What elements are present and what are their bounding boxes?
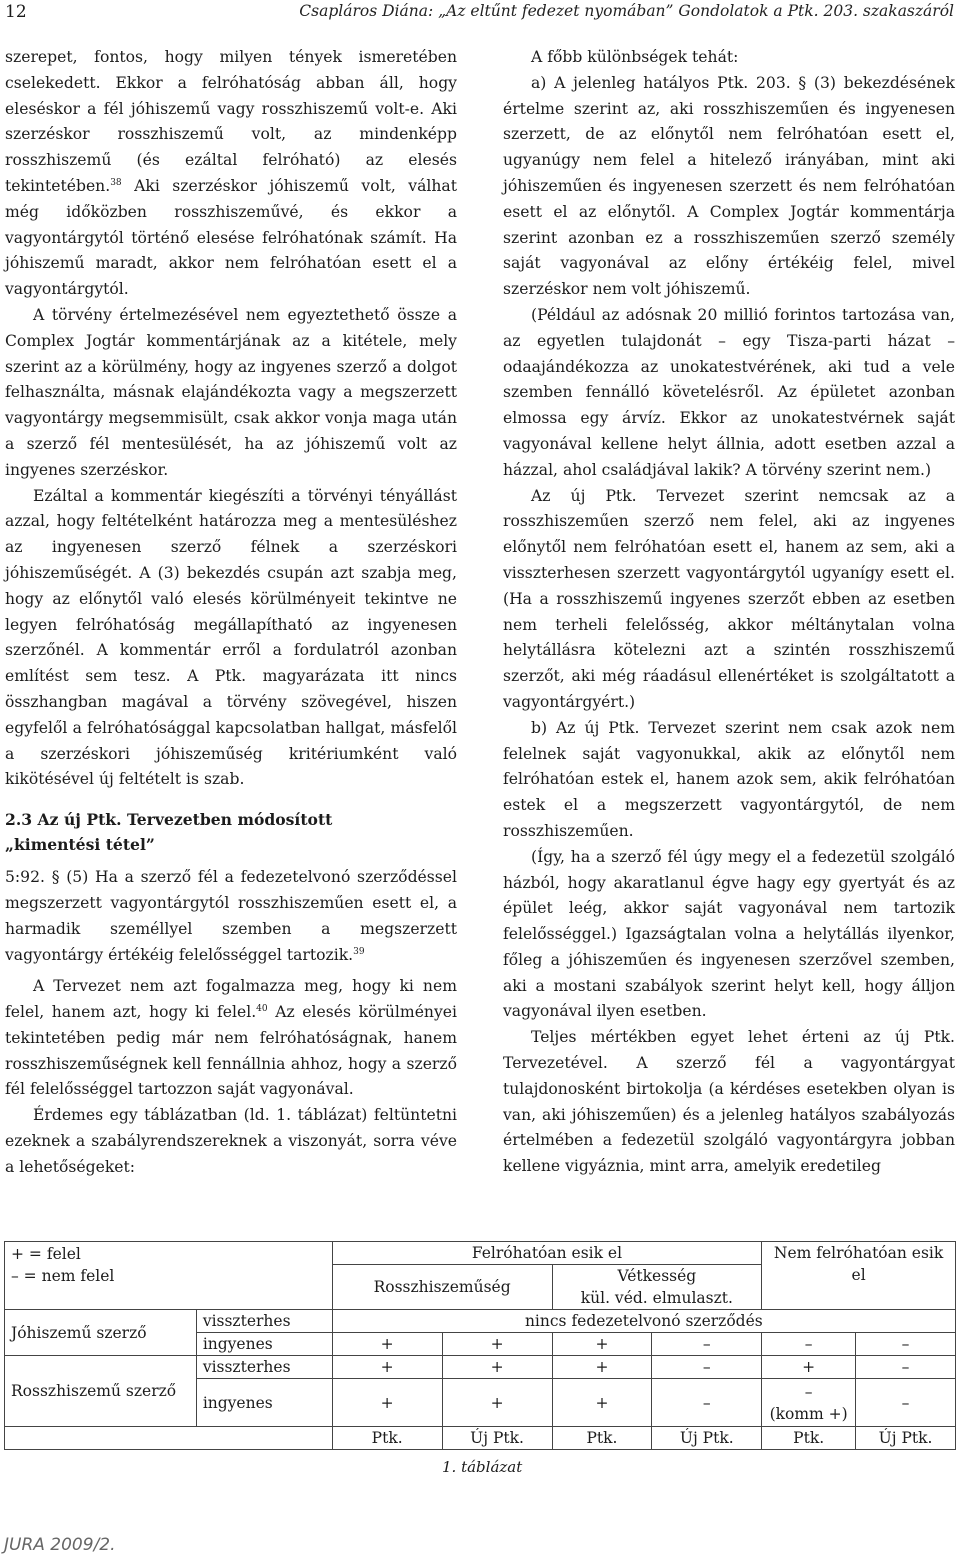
footer-col: Ptk. xyxy=(332,1427,442,1450)
row-label-johiszemu: Jóhiszemű szerző xyxy=(5,1310,197,1356)
row-sub-ingyenes: ingyenes xyxy=(196,1333,332,1356)
table-cell: – xyxy=(762,1333,856,1356)
table-cell: + xyxy=(332,1356,442,1379)
table-cell: + xyxy=(762,1356,856,1379)
journal-footer: JURA 2009/2. xyxy=(4,1535,116,1555)
running-title: Csapláros Diána: „Az eltűnt fedezet nyomában” Gondolatok a Ptk. 203. szakaszáról xyxy=(299,2,954,20)
table-cell: + xyxy=(332,1379,442,1427)
table-cell: + xyxy=(552,1379,652,1427)
table-cell: – xyxy=(652,1333,762,1356)
right-column xyxy=(503,45,955,1180)
table-cell: + xyxy=(442,1379,552,1427)
footer-col: Új Ptk. xyxy=(856,1427,956,1450)
footnote-ref[interactable]: 39 xyxy=(353,946,365,957)
row-label-rosszhiszemu: Rosszhiszemű szerző xyxy=(5,1356,197,1427)
paragraph: szerepet, fontos, hogy milyen tények ismeretében cselekedett. Ekkor a felróhatóság abban áll, hogy eleséskor a fél jóhiszemű vagy rosszhiszemű volt-e. Aki szerzéskor rosszhiszemű volt, az mindenképp rosszhiszemű (és ezáltal felróható) az elesés tekintetében.$^{38}$ Aki szerzéskor jóhiszemű volt, válhat még időközben rosszhiszeművé, és ekkor a vagyontárgytól történő elesése felróhatónak számít. Ha jóhiszemű maradt, akkor nem felróhatóan esett el a vagyontárgytól. xyxy=(5,48,457,299)
section-heading: 2.3 Az új Ptk. Tervezetben módosított „kimentési tétel” xyxy=(5,810,333,855)
footnote-ref[interactable]: 38 xyxy=(110,177,122,188)
table-cell: – xyxy=(856,1356,956,1379)
footer-col: Új Ptk. xyxy=(652,1427,762,1450)
comparison-table xyxy=(4,1241,956,1450)
footnote-ref[interactable]: 40 xyxy=(256,1004,268,1015)
paragraph: Az új Ptk. Tervezet szerint nemcsak az a rosszhiszeműen szerző nem felel, aki az ingyenes előnytől nem felróhatóan esett el, hanem az sem, aki a visszterhesen szerzett vagyontárgytól ugyanígy esett el. (Ha a rosszhiszemű ingyenes szerzőt ebben az esetben nem terheli felelősség, akkor méltánytalan volna helytállásra kötelezni azt a szintén rosszhiszemű szerzőt, aki még ráadásul ellenértéket is szolgáltatott a vagyontárgyért.) xyxy=(503,486,955,711)
footer-col: Új Ptk. xyxy=(442,1427,552,1450)
header-nem-felrohatoan: Nem felróhatóan esik el xyxy=(762,1242,956,1310)
paragraph: (Például az adósnak 20 millió forintos tartozása van, az egyetlen tulajdonát – egy Tisza-parti házat – odaajándékozza az unokatestvérének, aki tud a vele szemben fennálló követelésről. Az épületet azonban elmossa egy árvíz. Ekkor az unokatestvérnek saját vagyonával kellene helyt állnia, adott esetben azzal a házzal, ahol családjával lakik? A törvény szerint nem.) xyxy=(503,305,955,479)
table-cell: + xyxy=(332,1333,442,1356)
header-vetkesseg: Vétkesség kül. véd. elmulaszt. xyxy=(552,1265,762,1310)
empty-cell xyxy=(5,1427,333,1450)
table-cell: – xyxy=(856,1379,956,1427)
table-cell: + xyxy=(442,1356,552,1379)
header-felrohatoan: Felróhatóan esik el xyxy=(332,1242,761,1265)
table-cell: + xyxy=(552,1356,652,1379)
row-sub-visszterhes: visszterhes xyxy=(196,1356,332,1379)
footer-col: Ptk. xyxy=(552,1427,652,1450)
komm-note: (komm +) xyxy=(769,1404,848,1423)
table-cell: – xyxy=(652,1356,762,1379)
page-number: 12 xyxy=(5,2,27,22)
paragraph: (Így, ha a szerző fél úgy megy el a fedezetül szolgáló házból, hogy akaratlanul égve hagy egy gyertyát és az épület leég, akkor saját vagyonával nem tartozik felelősséggel.) Igazságtalan volna a helytállás ilyenkor, főleg a jóhiszeműen és ingyenesen szerzővel szemben, aki a mostani szabályok szerint helyt kell, hogy álljon vagyonával ilyen esetben. xyxy=(503,847,955,1021)
left-column xyxy=(5,45,457,1181)
paragraph: Ezáltal a kommentár kiegészíti a törvényi tényállást azzal, hogy feltételként határozza meg a mentesüléshez az ingyenesen szerző félnek a szerzéskori jóhiszeműségét. A (3) bekezdés csupán azt szabja meg, hogy az előnytől való elesés körülményeit tekintve ne legyen felróhatóság megállapítható az ingyenesen szerzőnél. A kommentár erről a fordulatról azonban említést sem tesz. A Ptk. magyarázata itt nincs összhangban magával a törvény szövegével, hiszen egyfelől a felróhatósággal kapcsolatban hallgat, másfelől a szerzéskori jóhiszeműség kritériumként való kikötésével új feltételt is szab. xyxy=(5,486,457,789)
row-sub-ingyenes: ingyenes xyxy=(196,1379,332,1427)
table-cell: + xyxy=(552,1333,652,1356)
paragraph: A Tervezet nem azt fogalmazza meg, hogy ki nem felel, hanem azt, hogy ki felel.$^{40}$ Az elesés körülményei tekintetében pedig már nem felróhatóságnak, hanem rosszhiszeműségnek kell fennállnia ahhoz, hogy a szerző fél felelősséggel tartozzon saját vagyonával. xyxy=(5,977,457,1099)
paragraph: A törvény értelmezésével nem egyeztethető össze a Complex Jogtár kommentárjának az a kitétele, mely szerint az a körülmény, hogy az ingyenes szerző a dolgot felhasználta, másnak elajándékozta vagy a megszerzett vagyontárgy megsemmisült, csak akkor vonja maga után a szerző fél mentesülését, ha az jóhiszemű volt az ingyenes szerzéskor. xyxy=(5,305,457,479)
table-caption: 1. táblázat xyxy=(442,1458,523,1476)
paragraph: a) A jelenleg hatályos Ptk. 203. § (3) bekezdésének értelme szerint az, aki rosszhiszeműen és ingyenesen szerzett, de az előnytől nem felróhatóan esett el, ugyanúgy nem felel a hitelező irányában, mint aki jóhiszeműen és ingyenesen szerzett és nem felróhatóan esett el az előnytől. A Complex Jogtár kommentárja szerint azonban ez a rosszhiszeműen szerző személy saját vagyonával az előny értékéig felel, mivel szerzéskor nem volt jóhiszemű. xyxy=(503,73,955,299)
cell-nincs-fedezetelvono: nincs fedezetelvonó szerződés xyxy=(332,1310,955,1333)
paragraph: Teljes mértékben egyet lehet érteni az új Ptk. Tervezetével. A szerző fél a vagyontárgyat tulajdonosként birtokolja (a kérdéses esetekben olyan is van, aki jóhiszeműen) és a jelenleg hatályos szabályozás értelmében a fedezetül szolgáló vagyontárgyra jobban kellene vigyáznia, mint arra, amelyik eredetileg xyxy=(503,1028,955,1176)
row-sub-visszterhes: visszterhes xyxy=(196,1310,332,1333)
paragraph: b) Az új Ptk. Tervezet szerint nem csak azok nem felelnek saját vagyonukkal, akik az előnytől nem felróhatóan estek el, hanem azok sem, akik felróhatóan estek el a megszerzett vagyontárgytól, de nem rosszhiszeműen. xyxy=(503,718,955,840)
footer-col: Ptk. xyxy=(762,1427,856,1450)
paragraph: A főbb különbségek tehát: xyxy=(531,48,739,66)
header-rosszhiszemuseg: Rosszhiszeműség xyxy=(332,1265,552,1310)
table-cell: + xyxy=(442,1333,552,1356)
table-cell: – (komm +) xyxy=(762,1379,856,1427)
table-cell: – xyxy=(652,1379,762,1427)
table-cell: – xyxy=(856,1333,956,1356)
table-legend: + = felel – = nem felel xyxy=(5,1242,333,1310)
paragraph: Érdemes egy táblázatban (ld. 1. táblázat) feltüntetni ezeknek a szabályrendszereknek a viszonyát, sorra véve a lehetőségeket: xyxy=(5,1106,457,1176)
quoted-provision: 5:92. § (5) Ha a szerző fél a fedezetelvonó szerződéssel megszerzett vagyontárgytól rosszhiszeműen esett el, a harmadik személlyel szemben a megszerzett vagyontárgy értékéig felelősséggel tartozik.$^{39}$ xyxy=(5,868,457,964)
